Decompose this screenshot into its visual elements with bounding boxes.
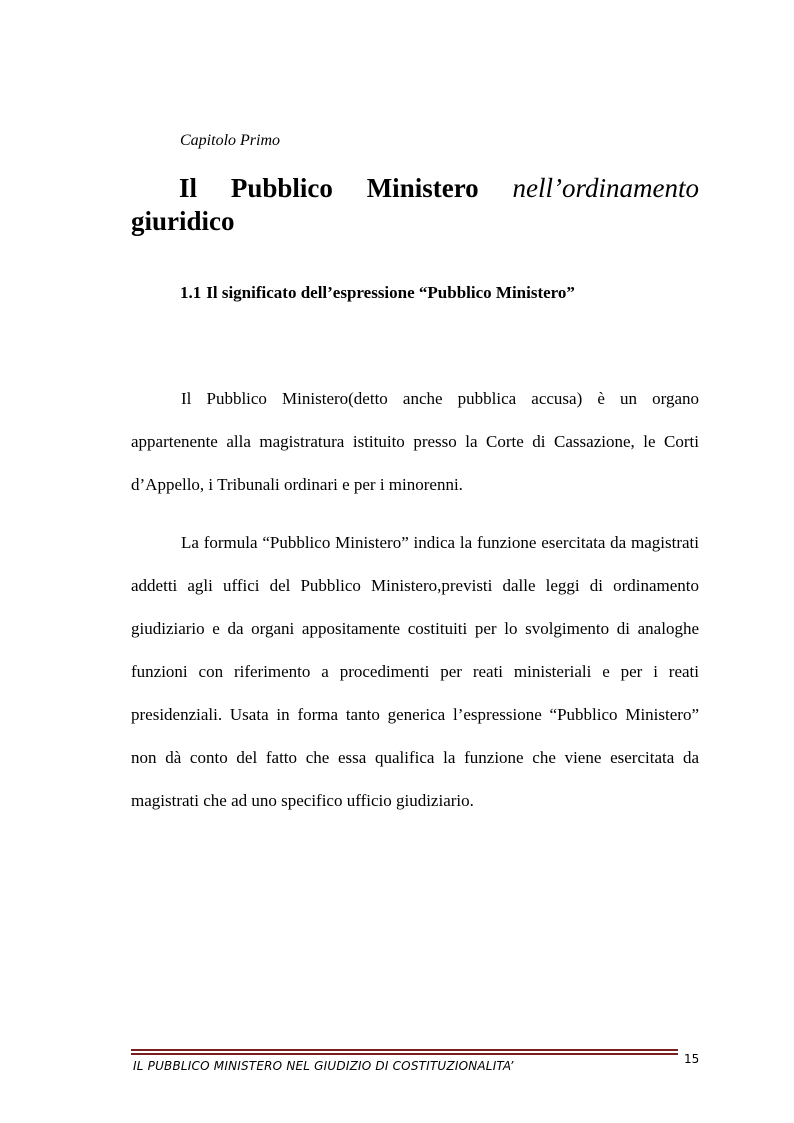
paragraph-text: La formula “Pubblico Ministero” indica la funzione esercitata da magistrati addetti agli uffici del Pubblico Ministero,previsti dalle leggi di ordinamento giudiziario e da organi appositamente costituiti per lo svolgimento di analoghe funzioni con riferimento a procedimenti per reati ministeriali e per i reati presidenziali. Usata in forma tanto generica l’espressione “Pubblico Ministero” non dà conto del fatto che essa qualifica la funzione che viene esercitata da magistrati che ad uno specifico ufficio giudiziario. xyxy=(131,533,699,810)
title-word-italic: nell’ordinamento xyxy=(512,173,699,203)
chapter-label: Capitolo Primo xyxy=(180,132,281,149)
title-line-2: giuridico xyxy=(131,206,235,236)
footer-divider xyxy=(131,1049,678,1055)
paragraph-2 xyxy=(131,521,699,822)
section-heading xyxy=(180,283,575,303)
footer-running-title: IL PUBBLICO MINISTERO NEL GIUDIZIO DI COSTITUZIONALITA’ xyxy=(133,1059,514,1073)
page-number: 15 xyxy=(684,1052,700,1066)
title-word: Pubblico xyxy=(230,173,333,203)
paragraph-text: Il Pubblico Ministero(detto anche pubblica accusa) è un organo appartenente alla magistratura istituito presso la Corte di Cassazione, le Corti d’Appello, i Tribunali ordinari e per i minorenni. xyxy=(131,389,699,494)
title-word: Il xyxy=(179,173,198,203)
chapter-title xyxy=(131,172,699,238)
section-number: 1.1 xyxy=(180,283,202,302)
section-title: Il significato dell’espressione “Pubblico Ministero” xyxy=(206,283,575,302)
title-line-1 xyxy=(131,172,699,205)
title-word: Ministero xyxy=(366,173,479,203)
paragraph-1 xyxy=(131,377,699,506)
